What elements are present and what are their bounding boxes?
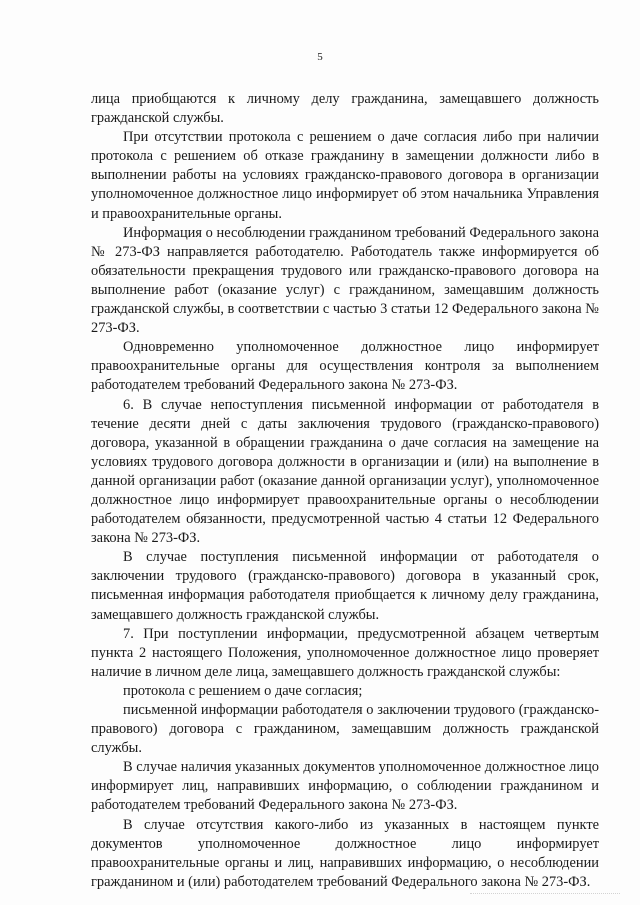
paragraph-2: При отсутствии протокола с решением о даче согласия либо при наличии протокола с решением об отказе гражданину в замещении должности либо в выполнении работы на условиях гражданско-правового договора в организации уполномоченное должностное лицо информирует об этом начальника Управления и правоохранительные органы. [91,129,599,222]
paragraph-9: письменной информации работодателя о заключении трудового (гражданско-правового) договора с гражданином, замещавшим должность гражданской службы. [91,702,599,757]
paragraph-8: протокола с решением о даче согласия; [123,682,363,699]
document-body [91,90,599,892]
paragraph-7: 7. При поступлении информации, предусмотренной абзацем четвертым пункта 2 настоящего Положения, уполномоченное должностное лицо проверяет наличие в личном деле лица, замещавшего должность гражданской службы: [91,625,599,680]
paragraph-11: В случае отсутствия какого-либо из указанных в настоящем пункте документов уполномоченное должностное лицо информирует правоохранительные органы и лиц, направивших информацию, о несоблюдении гражданином и (или) работодателем требований Федерального закона № 273-ФЗ. [91,816,599,890]
paragraph-4: Одновременно уполномоченное должностное лицо информирует правоохранительные органы для осуществления контроля за выполнением работодателем требований Федерального закона № 273-ФЗ. [91,339,599,394]
paragraph-3: Информация о несоблюдении гражданином требований Федерального закона № 273-ФЗ направляется работодателю. Работодатель также информируется об обязательности прекращения трудового или гражданско-правового договора на выполнение работ (оказание услуг) с гражданином, замещавшим должность гражданской службы, в соответствии с частью 3 статьи 12 Федерального закона № 273-ФЗ. [91,224,599,337]
paragraph-10: В случае наличия указанных документов уполномоченное должностное лицо информирует лиц, направивших информацию, о соблюдении гражданином и работодателем требований Федерального закона № 273-ФЗ. [91,759,599,814]
paragraph-5: 6. В случае непоступления письменной информации от работодателя в течение десяти дней с даты заключения трудового (гражданско-правового) договора, указанной в обращении гражданина о даче согласия на замещение на условиях трудового договора должности в организации и (или) на выполнение в данной организации работ (оказание данной организации услуг), уполномоченное должностное лицо информирует правоохранительные органы о несоблюдении работодателем обязанности, предусмотренной частью 4 статьи 12 Федерального закона № 273-ФЗ. [91,396,599,547]
paragraph-1: лица приобщаются к личному делу гражданина, замещавшего должность гражданской службы. [91,91,599,127]
paragraph-6: В случае поступления письменной информации от работодателя о заключении трудового (гражданско-правового) договора в указанный срок, письменная информация работодателя приобщается к личному делу гражданина, замещавшего должность гражданской службы. [91,549,599,623]
page-number: 5 [317,51,323,63]
scan-artifact [470,893,620,897]
